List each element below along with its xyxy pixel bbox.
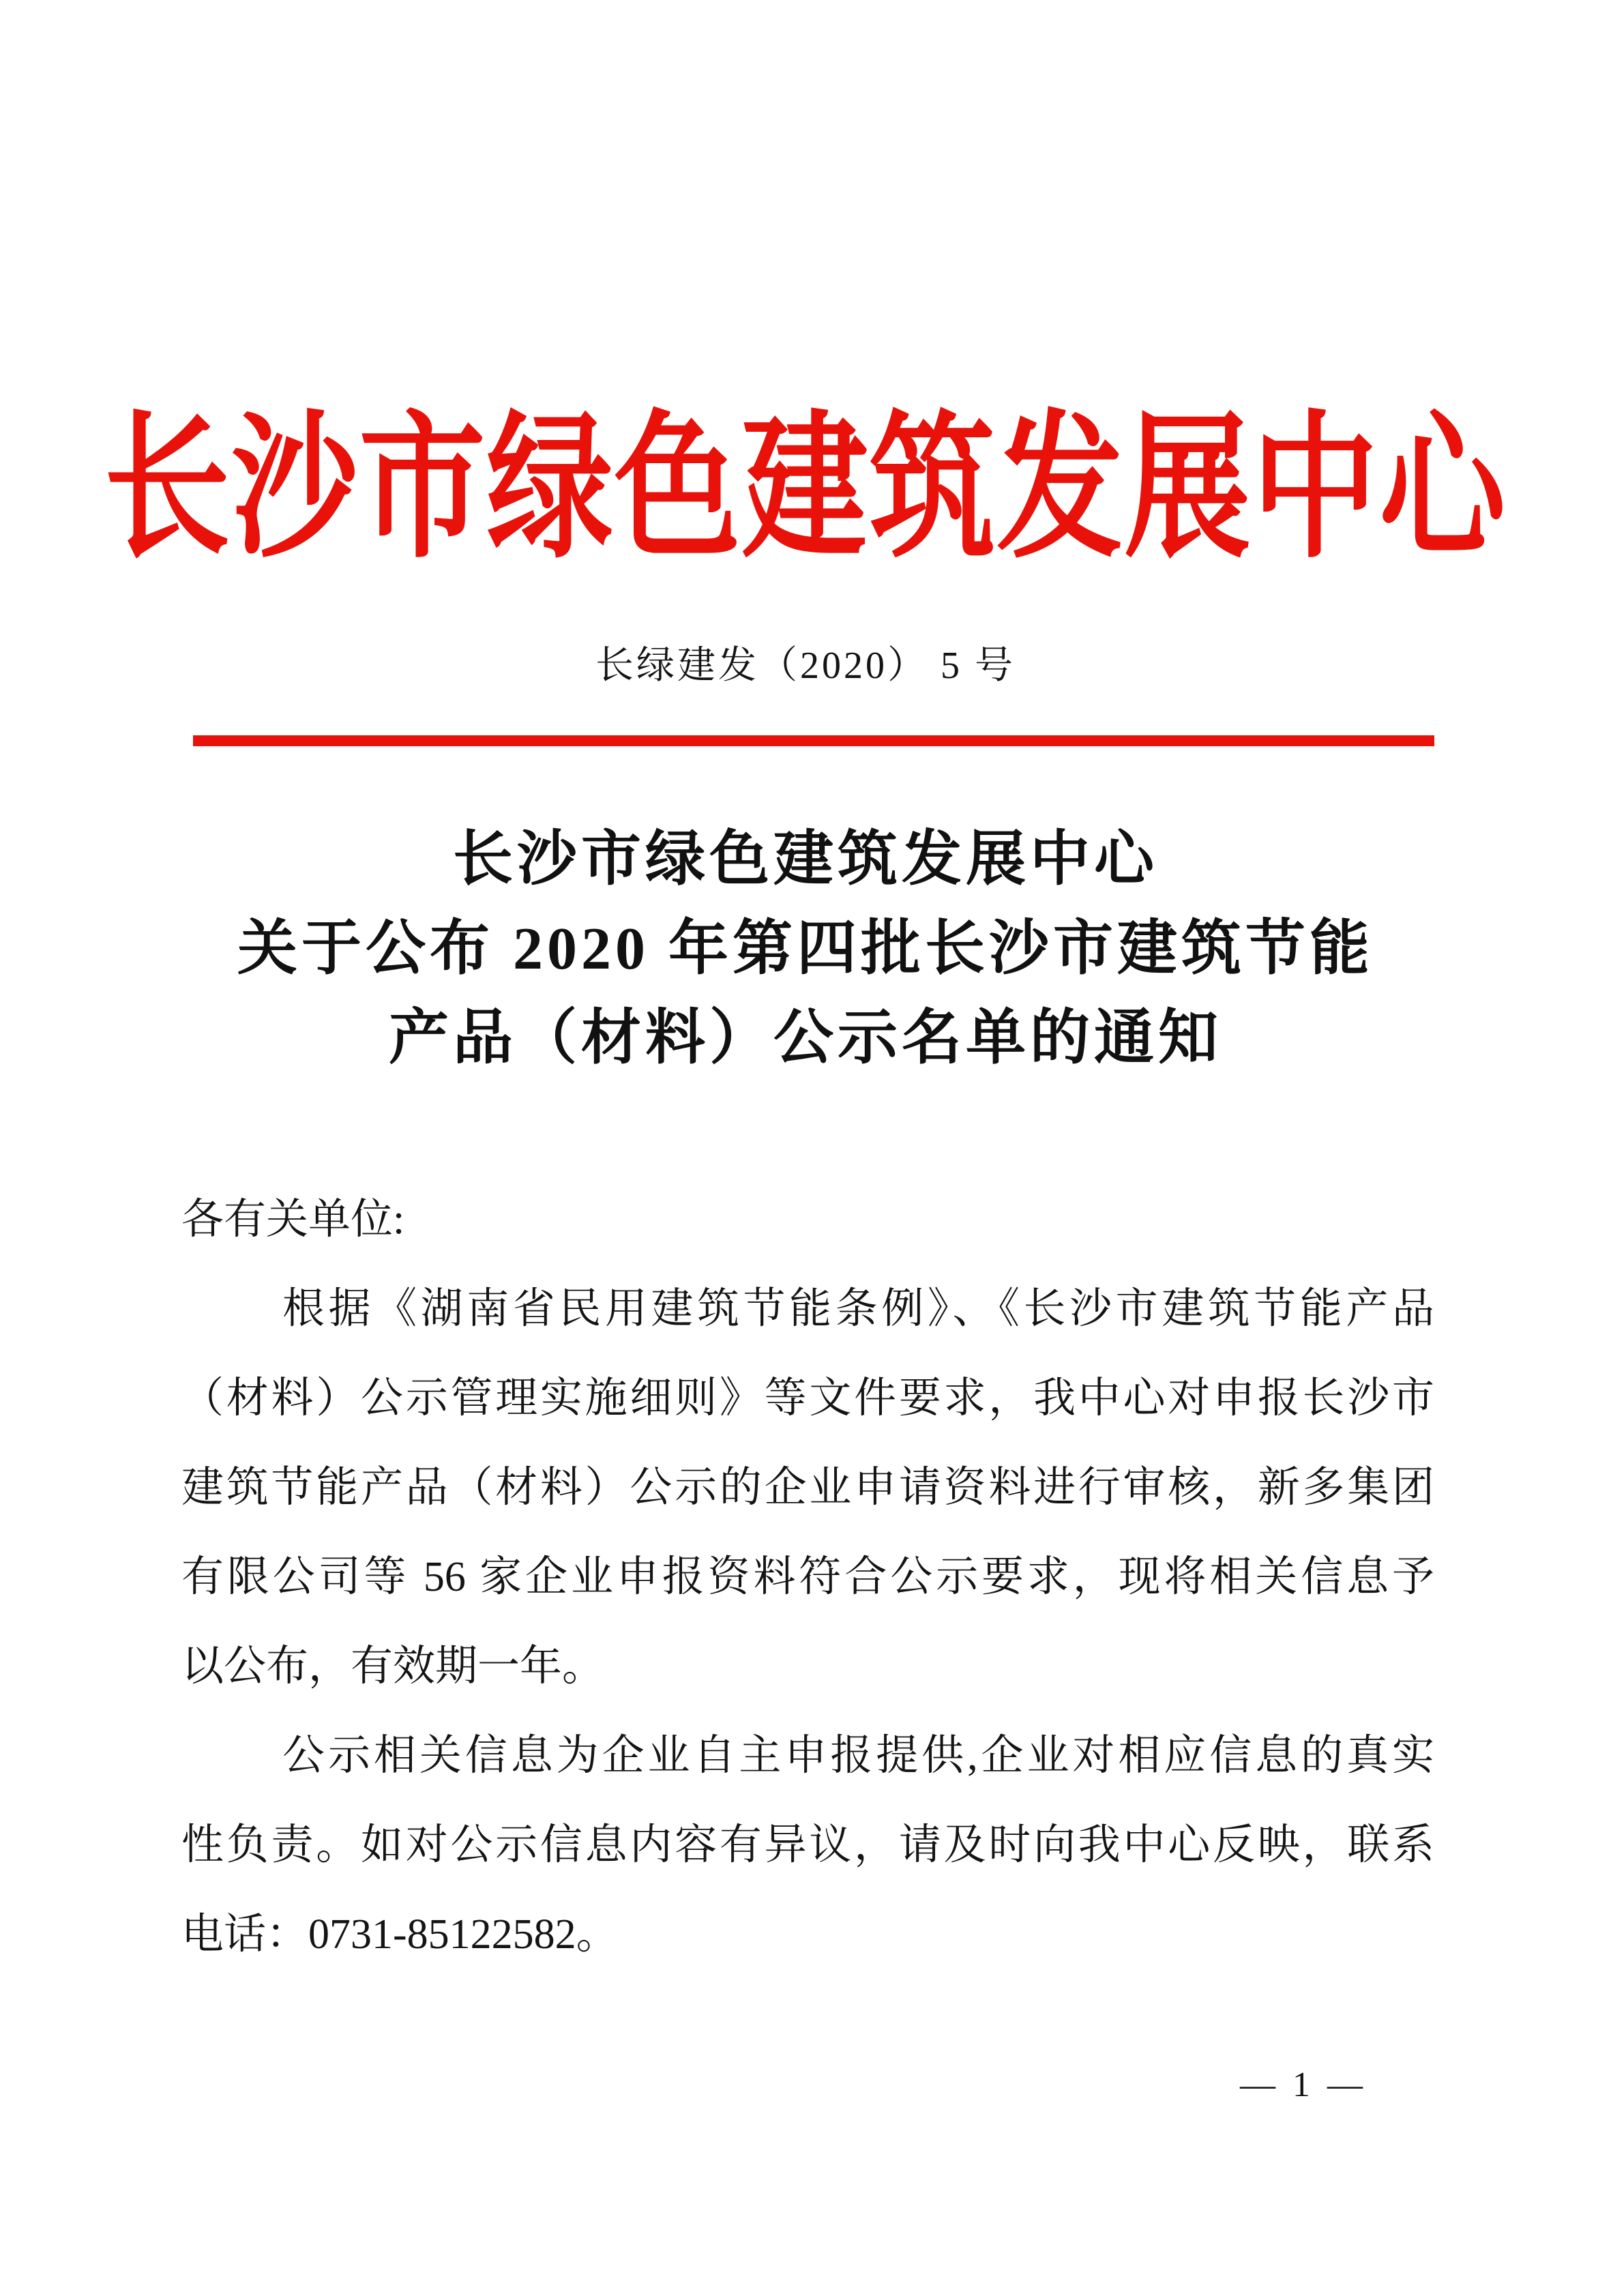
- body-line: 有限公司等 56 家企业申报资料符合公示要求，现将相关信息予: [181, 1554, 1434, 1600]
- body-line: （材料）公示管理实施细则》等文件要求，我中心对申报长沙市: [181, 1375, 1434, 1422]
- salutation: 各有关单位:: [181, 1196, 405, 1243]
- body-line: 电话：0731-85122582。: [181, 1911, 619, 1958]
- masthead-title: 长沙市绿色建筑发展中心: [104, 402, 1507, 578]
- body-line: 以公布，有效期一年。: [181, 1643, 605, 1690]
- body-line: 根据《湖南省民用建筑节能条例》、《长沙市建筑节能产品: [282, 1286, 1434, 1332]
- body-line: 建筑节能产品（材料）公示的企业申请资料进行审核，新多集团: [181, 1465, 1434, 1511]
- masthead: [0, 372, 1611, 576]
- notice-title-line-3: 产品（材料）公示名单的通知: [388, 1005, 1222, 1072]
- notice-title-line-1: 长沙市绿色建筑发展中心: [452, 827, 1158, 893]
- notice-body: [181, 1175, 1434, 1979]
- document-number: 长绿建发（2020） 5 号: [595, 645, 1016, 687]
- red-divider-rule: [193, 735, 1434, 746]
- notice-title: [0, 815, 1611, 1083]
- body-line: 公示相关信息为企业自主申报提供,企业对相应信息的真实: [282, 1733, 1434, 1779]
- page-number: — 1 —: [1240, 2065, 1367, 2104]
- notice-title-line-2: 关于公布 2020 年第四批长沙市建筑节能: [237, 916, 1374, 982]
- body-line: 性负责。如对公示信息内容有异议，请及时向我中心反映，联系: [181, 1822, 1434, 1868]
